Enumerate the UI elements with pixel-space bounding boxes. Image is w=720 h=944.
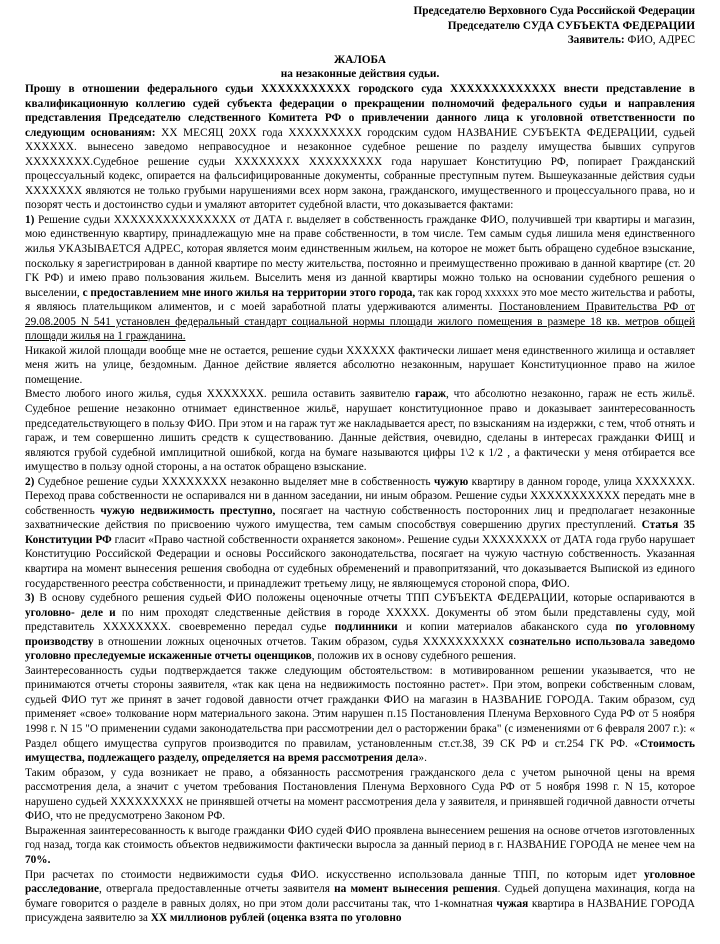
applicant-label: Заявитель: xyxy=(567,34,625,47)
paragraph-item-1-garage xyxy=(25,387,695,474)
item-1-seg-c: так как город хххххх это мое место жительства и работы, я являюсь плательщиком алиментов, и с моей заработной платы удерживаются алименты. xyxy=(25,286,695,314)
item-3-seg-d-bold: подлинники xyxy=(334,621,398,634)
interest-seg-b-bold: Стоимость имущества, подлежащего разделу, определяется на время рассмотрения дела xyxy=(25,737,695,765)
item-2-seg-e: посягает на частную собственность посторонних лиц и предполагает незаконные захватнические действия по присвоению чужого имущества, тем самым способствуя совершению других преступлений. xyxy=(25,504,695,532)
item-2-seg-a: Судебное решение судьи ХХХХХХХХ незаконно выделяет мне в собственность xyxy=(34,475,434,488)
item-2-seg-d-bold: чужую недвижимость преступно, xyxy=(100,504,276,517)
paragraph-conclusion-1: Таким образом, у суда возникает не право, а обязанность рассмотрения гражданского дела с учетом рыночной цены на время рассмотрения дела, а значит с учетом требования Постановления Пленума Верховного Суда РФ от 5 ноября 1998 г. N 15, которое нарушено судьей ХХХХХХХХХ не принявшей отчеты на момент рассмотрения дела у заявителя, и принявшей годичной давности отчеты ФИО, что не предусмотрено Законом РФ. xyxy=(25,766,695,823)
item-1-marker: 1) xyxy=(25,213,35,226)
item-2-seg-b-bold: чужую xyxy=(433,475,469,488)
conclusion-3-seg-c: , отвергала предоставленные отчеты заявителя xyxy=(99,883,335,896)
item-3-marker: 3) xyxy=(25,592,35,605)
paragraph-item-2 xyxy=(25,475,695,591)
item-3-seg-g: в отношении ложных оценочных отчетов. Таким образом, судья ХХХХХХХХХХ xyxy=(93,635,509,648)
paragraph-item-1-tail: Никакой жилой площади вообще мне не остается, решение судьи ХХХХХХ фактически лишает меня единственного жилища и оставляет меня жить на улице, бездомным. Данное действие является абсолютно незаконным, нарушает Конституционное право на жилое помещение. xyxy=(25,344,695,386)
applicant-line xyxy=(25,33,695,48)
paragraph-item-1 xyxy=(25,213,695,344)
item-3-seg-f-bold: по уголовному производству xyxy=(25,621,695,648)
paragraph-opening xyxy=(25,82,695,213)
addressee-line-1: Председателю Верховного Суда Российской Федерации xyxy=(413,5,695,17)
item-1-seg-b-bold: с предоставлением мне иного жилья на территории этого города, xyxy=(82,286,416,299)
item-2-seg-f-bold: Статья 35 Конституции РФ xyxy=(25,519,696,546)
item-1-seg-a: Решение судьи ХХХХХХХХХХХХХХХ от ДАТА г. выделяет в собственность гражданке ФИО, получившей три квартиры и магазин, мою единственную квартиру, принадлежащую мне на праве собственности, в том числе. Тем самым судья лишила меня единственного жилья УКАЗЫВАЕТСЯ АДРЕС, которая является моим единственным жильем, на которое не может быть обращено судебное взыскание, поскольку я зарегистрирован в данной квартире по месту жительства, постоянно и преимущественно проживаю в данной квартире (ст. 20 ГК РФ) и имею право пользования жильем. Выселить меня из данной квартиры можно только на основании судебного решения о выселении, xyxy=(25,213,695,299)
conclusion-3-seg-f-bold: чужая xyxy=(496,897,529,910)
interest-seg-a: Заинтересованность судьи подтверждается также следующим обстоятельством: в мотивированном решении указывается, что не принимаются отчеты стороны заявителя, «так как цена на недвижимость постоянно растет». При этом, вопреки собственным словам, судьей ФИО тут же принят в зачет годовой давности отчет гражданки ФИО на магазин в НАЗВАНИЕ ГОРОДА. Таким образом, суд применяет «свое» толкование норм материального закона. Этим нарушен п.15 Постановления Пленума Верховного Суда РФ от 5 ноября 1998 г. N 15 "О применении судами законодательства при рассмотрении дел о расторжении брака" (с изменениями от 6 февраля 2007 г.): « Раздел общего имущества супругов производится по правилам, установленным ст.ст.38, 39 СК РФ и ст.254 ГК РФ. « xyxy=(25,664,695,750)
item-3-seg-i: , положив их в основу судебного решения. xyxy=(311,650,517,663)
conclusion-3-seg-g: квартира в НАЗВАНИЕ ГОРОДА присуждена заявителю за xyxy=(25,897,696,925)
paragraph-conclusion-2 xyxy=(25,824,695,868)
conclusion-2-seg-b-bold: 70%. xyxy=(25,853,51,866)
document-title: ЖАЛОБА xyxy=(333,53,386,66)
conclusion-3-seg-d-bold: на момент вынесения решения xyxy=(334,883,498,896)
garage-seg-c: , что абсолютно незаконно, гараж не есть жильё. Судебное решение незаконно отнимает единственное жильё, нарушает конституционное право и доказывает заинтересованность председательствующего в пользу ФИО. При этом и на гараж тут же накладывается арест, по взысканиям на издержки, с тем, чтоб отнять и гараж, и тем совершенно лишить средств к существованию. Данные действия, очевидно, сделаны в интересах гражданки ФИЩ и являются грубой судебной имплицитной ошибкой, когда на бумаге называются цифры 1\2 к 1/2 , а фактически у меня отбирается все имущество в пользу одной стороны, а на остаток обращено взыскание. xyxy=(25,388,695,474)
item-3-seg-b-bold: уголовно- деле и xyxy=(25,606,116,619)
paragraph-interest xyxy=(25,664,695,766)
opening-bold-intro: Прошу в отношении федерального судьи ХХХХХХХХХХХ городского суда ХХХХХХХХХХХХХ внести представление в квалификационную коллегию судей субъекта федерации о прекращении полномочий федерального судьи и направления представления Председателю следственного Комитета РФ о привлечении данного лица к уголовной ответственности по следующим основаниям: xyxy=(25,82,695,139)
conclusion-3-seg-b-bold: уголовное расследование xyxy=(25,868,695,896)
paragraph-conclusion-3 xyxy=(25,868,695,926)
conclusion-3-seg-e: . Судьей допущена махинация, когда на бумаге говорится о разделе в равных долях, но при этом доли рассчитаны так, что 1-комнатная xyxy=(25,883,695,910)
addressee-line-2: Председателю СУДА СУБЪЕКТА ФЕДЕРАЦИИ xyxy=(447,19,695,32)
conclusion-3-seg-h-bold: ХХ миллионов рублей (оценка взята по уголовно xyxy=(150,912,402,925)
item-3-seg-h-bold: сознательно использовала заведомо уголовно преследуемые искаженные отчеты оценщиков xyxy=(25,635,695,663)
item-1-seg-d-underline: Постановлением Правительства РФ от 29.08.2005 N 541 установлен федеральный стандарт социальной нормы площади жилого помещения в размере 18 кв. метров общей площади жилья на 1 гражданина. xyxy=(25,301,695,343)
interest-seg-c: ». xyxy=(418,752,427,765)
garage-seg-b-bold: гараж xyxy=(415,388,446,401)
conclusion-2-seg-a: Выраженная заинтересованность к выгоде гражданки ФИО судей ФИО проявлена вынесением решения на основе отчетов изготовленных год назад, тогда как стоимость объектов недвижимости фактически выросла за данный период в г. НАЗВАНИЕ ГОРОДА не менее чем на xyxy=(25,824,695,852)
item-2-seg-g: гласит «Право частной собственности охраняется законом». Решение судьи ХХХХХХХХ от ДАТА года грубо нарушает Конституцию Российской Федерации и основы Российского законодательства, посягает на чужую частную собственность. Указанная квартира на момент вынесения решения свободна от судебных обременений и правопритязаний, что доказывается Выпиской из единого государственного реестра собственности, и принадлежит третьему лицу, не являющемуся стороной спора, ФИО. xyxy=(25,533,695,590)
item-2-seg-c: квартиру в данном городе, улица ХХХХХХХ. Переход права собственности не оспаривался ни в данном заседании, ни иным образом. Решение судьи ХХХХХХХХХХХ передать мне в собственность xyxy=(25,475,696,517)
garage-seg-a: Вместо любого иного жилья, судья ХХХХХХХ. решила оставить заявителю xyxy=(25,388,416,401)
document-body xyxy=(25,4,695,926)
item-2-marker: 2) xyxy=(25,475,35,488)
conclusion-3-seg-a: При расчетах по стоимости недвижимости судья ФИО. искусственно использовала данные ТПП, по которым идет xyxy=(25,868,645,881)
applicant-value: ФИО, АДРЕС xyxy=(624,34,695,47)
document-subtitle: на незаконные действия судьи. xyxy=(280,68,440,81)
item-3-seg-c: по ним проходят следственные действия в городе ХХХХХ. Документы об этом были представлены суду, мой представитель ХХХХХХХХ. своевременно передал судье xyxy=(25,606,695,634)
paragraph-item-3 xyxy=(25,591,695,664)
item-3-seg-e: и копии материалов абаканского суда xyxy=(397,621,616,634)
opening-rest: ХХ МЕСЯЦ 20ХХ года ХХХХХХХХХ городским судом НАЗВАНИЕ СУБЪЕКТА ФЕДЕРАЦИИ, судьей ХХХХХХ. вынесено заведомо неправосудное и незаконное судебное решение по разделу имущества бывших супругов ХХХХХХХХ.Судебное решение судьи ХХХХХХХХ ХХХХХХХХХ года нарушает Конституцию РФ, попирает Гражданский процессуальный кодекс, опирается на фальсифицированные документы, собранные преступным путем. Вышеуказанные действия судьи ХХХХХХХ являются не только грубыми нарушениями всех норм закона, гражданского, имущественного и процессуального права, но и позорят честь и достоинство судьи и умаляют авторитет судебной власти, что доказывается фактами: xyxy=(25,126,696,212)
item-3-seg-a: В основу судебного решения судьей ФИО положены оценочные отчеты ТПП СУБЪЕКТА ФЕДЕРАЦИИ, которые оспариваются в xyxy=(34,592,695,605)
